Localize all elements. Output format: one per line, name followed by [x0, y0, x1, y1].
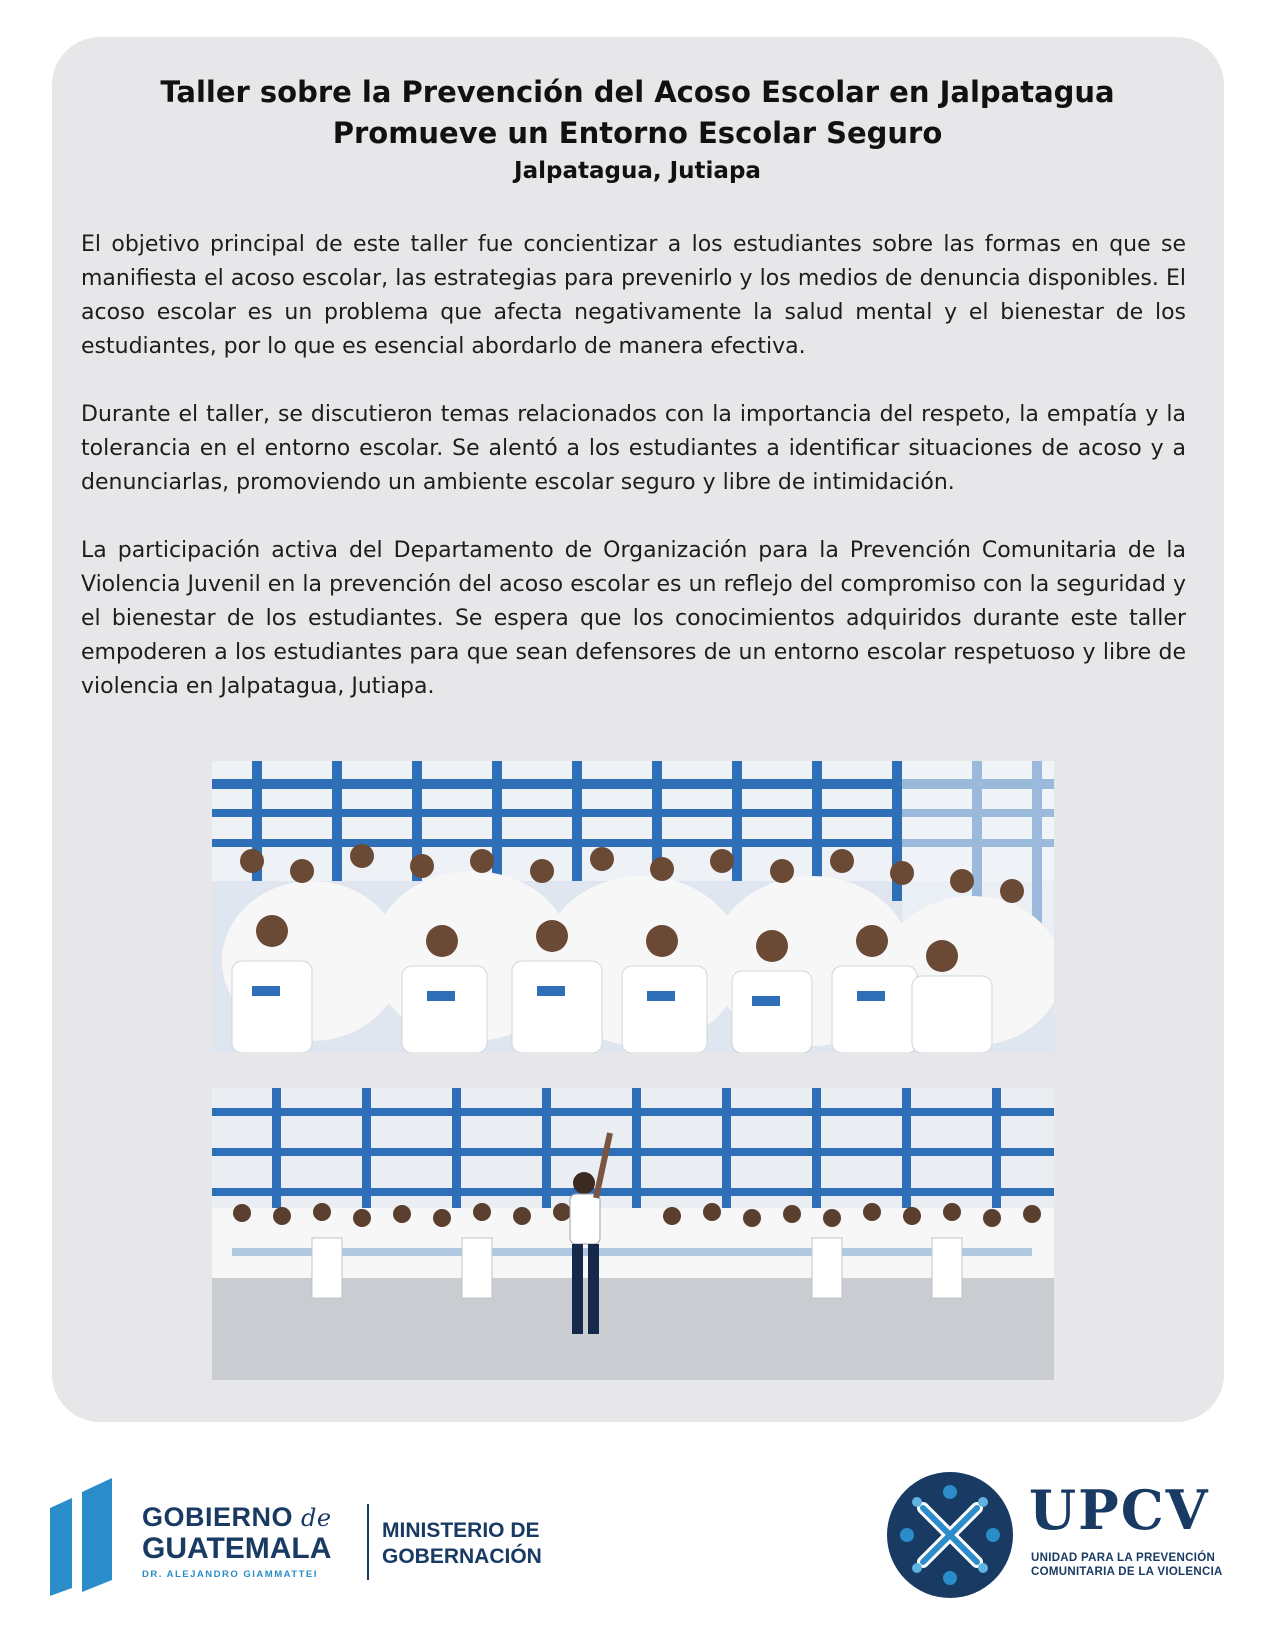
upcv-subtitle-line-2: COMUNITARIA DE LA VIOLENCIA — [1031, 1566, 1223, 1578]
paragraph-participation: La participación activa del Departamento de Organización para la Prevención Comunitaria de la Violencia Juvenil en la prevención del acoso escolar es un reflejo del compromiso con la seguridad y el bienestar de los estudiantes. Se espera que los conocimientos adquiridos durante este taller empoderen a los estudiantes para que sean defensores de un entorno escolar respetuoso y libre de violencia en Jalpatagua, Jutiapa. — [81, 538, 1186, 699]
gobierno-de-text: de — [301, 1504, 332, 1532]
ministerio-wordmark — [382, 1518, 542, 1570]
gobierno-text: GOBIERNO — [142, 1502, 294, 1532]
gobierno-bars-logo — [50, 1470, 130, 1596]
paragraph-topics: Durante el taller, se discutieron temas relacionados con la importancia del respeto, la empatía y la tolerancia en el entorno escolar. Se alentó a los estudiantes a identificar situaciones de acoso y a denunciarlas, promoviendo un ambiente escolar seguro y libre de intimidación. — [81, 402, 1186, 495]
gobierno-de-guatemala-wordmark — [142, 1502, 362, 1580]
photo-students-exercise — [212, 761, 1054, 1053]
location-subtitle: Jalpatagua, Jutiapa — [514, 158, 761, 184]
president-name: DR. ALEJANDRO GIAMMATTEI — [142, 1569, 318, 1580]
paragraph-objective: El objetivo principal de este taller fue concientizar a los estudiantes sobre las formas en que se manifiesta el acoso escolar, las estrategias para prevenirlo y los medios de denuncia disponibles. El acoso escolar es un problema que afecta negativamente la salud mental y el bienestar de los estudiantes, por lo que es esencial abordarlo de manera efectiva. — [81, 232, 1186, 359]
upcv-people-circle-logo — [885, 1470, 1015, 1600]
title-line-1: Taller sobre la Prevención del Acoso Escolar en Jalpatagua — [160, 75, 1115, 109]
upcv-subtitle-line-1: UNIDAD PARA LA PREVENCIÓN — [1031, 1552, 1216, 1564]
footer-divider — [367, 1504, 369, 1580]
title-line-2: Promueve un Entorno Escolar Seguro — [332, 116, 943, 150]
upcv-subtitle — [1031, 1551, 1223, 1579]
photo-facilitator-with-students — [212, 1088, 1054, 1380]
upcv-title: UPCV — [1029, 1478, 1210, 1542]
guatemala-text: GUATEMALA — [142, 1532, 332, 1565]
ministerio-line-2: GOBERNACIÓN — [382, 1545, 542, 1568]
ministerio-line-1: MINISTERIO DE — [382, 1519, 540, 1542]
